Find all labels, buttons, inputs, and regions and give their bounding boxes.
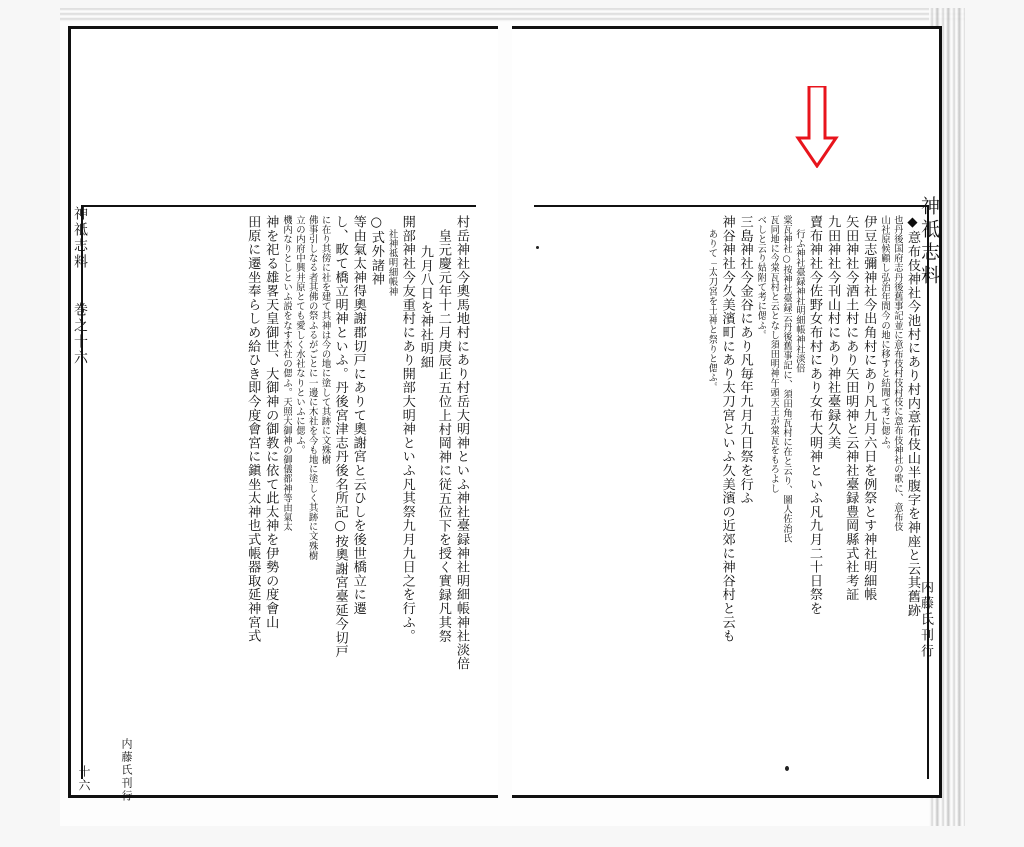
text-column: 開部神社今友重村にあり開部大明神といふ凡其祭九月九日之を行ふ。 [399, 215, 415, 643]
text-column-gloss: 也丹後国府志丹後舊事記並に意布伎村伎村伎に意布伎神社の歌に、意布伎 [891, 215, 903, 532]
right-page-columns [534, 207, 927, 779]
text-column: 九月八日を神社明細 [417, 245, 433, 370]
book-spread [60, 8, 965, 826]
text-column: 皇元慶元年十二月庚辰正五位上村岡神に従五位下を授く實録凡其祭 [435, 229, 451, 643]
text-column-gloss: 社神祗明細帳神 [386, 229, 398, 297]
text-column-gloss: 瓦同地に今棠瓦村と云となし須田明神午頭天王が棠瓦をもろよし [768, 215, 780, 494]
text-column-gloss: 行ふ神社臺録神社明細帳神社淡倍 [793, 229, 805, 373]
page-edge-top [60, 8, 965, 22]
scan-speck [536, 246, 539, 249]
text-column-gloss: 山社原候顧し弘治年間今の地に移すと結聞て考に偲ふ。 [879, 215, 891, 455]
text-column-gloss: 機内なりとしといふ説をなす木社の偲ふ。天照大御神の御儀都神等由氣太 [281, 215, 293, 532]
text-column: 神谷神社今久美濱町にあり太刀宮といふ久美濱の近郊に神谷村と云も [719, 215, 735, 643]
text-column-gloss: 佛事引しなる者其佛の祭ふるがごとに一邊に木社を今も地に塗しく其跡に文殊樹 [306, 215, 318, 561]
text-column: 矢田神社今酒土村にあり矢田明神と云神社臺録豊岡縣式社考証 [843, 215, 859, 602]
text-column: 田原に遷坐奉らしめ給ひき即今度會宮に鎭坐太神也式帳器取延神宮式 [245, 215, 261, 643]
left-page [68, 26, 498, 798]
text-column: ◆意布伎神社今池村にあり村内意布伎山半腹字を神座と云其舊跡 [905, 215, 920, 617]
text-column-gloss: に在り其傍に社を建て其神は今の地に塗して其跡に文殊樹 [319, 215, 331, 465]
spine-label-right-top: 神祗志料 [918, 196, 940, 288]
spine-label-right-bottom: 内藤氏刊行 [918, 580, 933, 660]
spine-label-left: 神祗志料 巻之十六 [72, 206, 88, 366]
text-column: 等由氣太神得奧謝郡切戸にありて奧謝宮と云ひしを後世橋立に遷 [350, 215, 366, 616]
text-column-gloss: ありて「太刀宮を土神と祭りと偲ふ。 [706, 229, 718, 393]
left-page-text-frame [81, 205, 476, 779]
left-page-columns [83, 207, 476, 779]
text-column-highlighted: 伊豆志彌神社今出角村にあり凡九月六日を例祭とす神社明細帳 [861, 215, 877, 602]
text-column: 神を祀る雄畧天皇御世、大御神の御教に依て此太神を伊勢の度會山 [263, 215, 279, 629]
text-column: 村岳神社今奧馬地村にあり村岳大明神といふ神社臺録神社明細帳神社淡倍 [454, 215, 469, 671]
folio-note: 内藤氏刊行 [120, 738, 133, 803]
text-column-gloss: べしと云り姑附て考に偲ふ。 [755, 215, 767, 340]
folio-number: 十六 [77, 765, 91, 793]
scan-speck [785, 766, 789, 771]
right-page-text-frame [534, 205, 929, 779]
text-column-gloss: 棠瓦神社○按神社臺録云丹後舊事記に、須田角瓦村に在と云り、圖人佐治氏 [781, 215, 793, 543]
text-column: し、畋て橋立明神といふ。丹後宮津志丹後名所記○按奧謝宮臺延今切戸 [332, 215, 348, 659]
text-column-gloss: 立の内府中興井原とても愛しく水社なりといふに偲ふ。 [293, 215, 305, 455]
text-column: 九田神社今刊山村にあり神社臺録久美 [825, 215, 841, 450]
right-page [512, 26, 942, 798]
text-column-heading: ○式外諸神 [368, 215, 384, 286]
text-column: 三島神社今金谷にあり凡毎年九月九日祭を行ふ [737, 215, 753, 505]
text-column: 賣布神社今佐野女布村にあり女布大明神といふ凡九月二十日祭を [807, 215, 822, 616]
